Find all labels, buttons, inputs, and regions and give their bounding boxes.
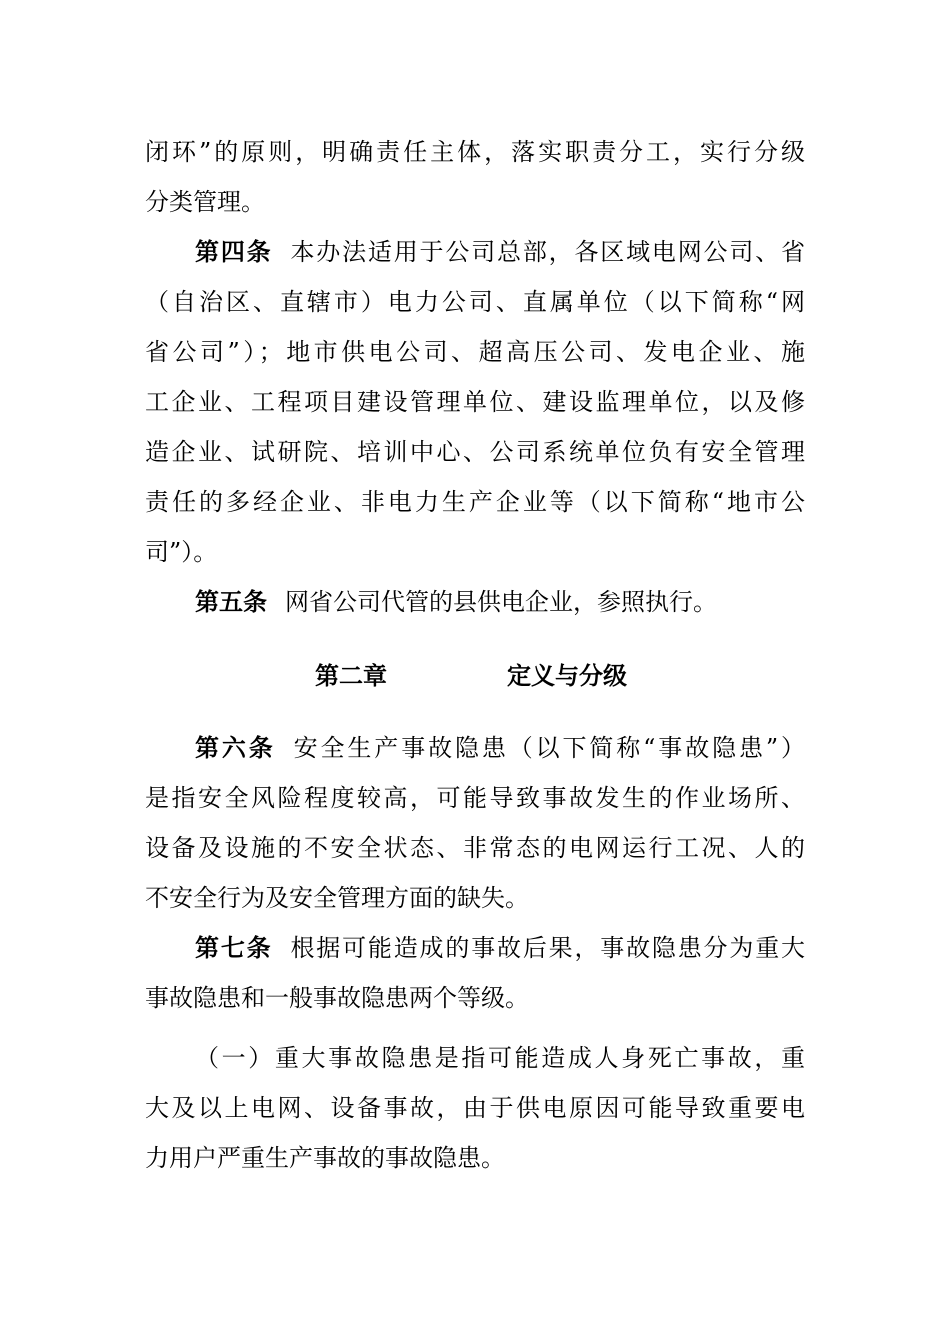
article-5-first-line [195, 584, 805, 620]
article-5-label: 第五条 [195, 588, 267, 616]
text-line: 力用户严重生产事故的事故隐患。 [145, 1144, 505, 1172]
article-4-first-line [195, 234, 805, 270]
article-6-first-line [195, 730, 805, 766]
text-line: 分类管理。 [145, 188, 265, 216]
text-line: 工企业、工程项目建设管理单位、建设监理单位，以及修 [145, 388, 805, 416]
article-7-text: 根据可能造成的事故后果，事故隐患分为重大 [290, 934, 805, 962]
article-7-label: 第七条 [195, 934, 273, 962]
article-6-text: 安全生产事故隐患（以下简称“事故隐患”） [293, 734, 805, 762]
text-line: 大及以上电网、设备事故，由于供电原因可能导致重要电 [145, 1094, 805, 1122]
text-line: 责任的多经企业、非电力生产企业等（以下简称“地市公 [145, 488, 805, 516]
text-line: （自治区、直辖市）电力公司、直属单位（以下简称“网 [145, 288, 805, 316]
chapter-title: 定义与分级 [507, 662, 627, 690]
text-line: 闭环”的原则，明确责任主体，落实职责分工，实行分级 [145, 138, 805, 166]
article-7-first-line [195, 930, 805, 966]
item-1-first-line: （一）重大事故隐患是指可能造成人身死亡事故，重 [195, 1044, 805, 1072]
text-line: 不安全行为及安全管理方面的缺失。 [145, 884, 529, 912]
text-line: 设备及设施的不安全状态、非常态的电网运行工况、人的 [145, 834, 805, 862]
article-4-text: 本办法适用于公司总部，各区域电网公司、省 [290, 238, 805, 266]
article-4-label: 第四条 [195, 238, 273, 266]
text-line: 省公司”）；地市供电公司、超高压公司、发电企业、施 [145, 338, 805, 366]
text-line: 事故隐患和一般事故隐患两个等级。 [145, 984, 529, 1012]
chapter-number: 第二章 [315, 662, 387, 690]
text-line: 是指安全风险程度较高，可能导致事故发生的作业场所、 [145, 784, 805, 812]
article-5-text: 网省公司代管的县供电企业，参照执行。 [285, 588, 717, 616]
text-line: 造企业、试研院、培训中心、公司系统单位负有安全管理 [145, 438, 805, 466]
text-line: 司”）。 [145, 538, 218, 566]
article-6-label: 第六条 [195, 734, 276, 762]
